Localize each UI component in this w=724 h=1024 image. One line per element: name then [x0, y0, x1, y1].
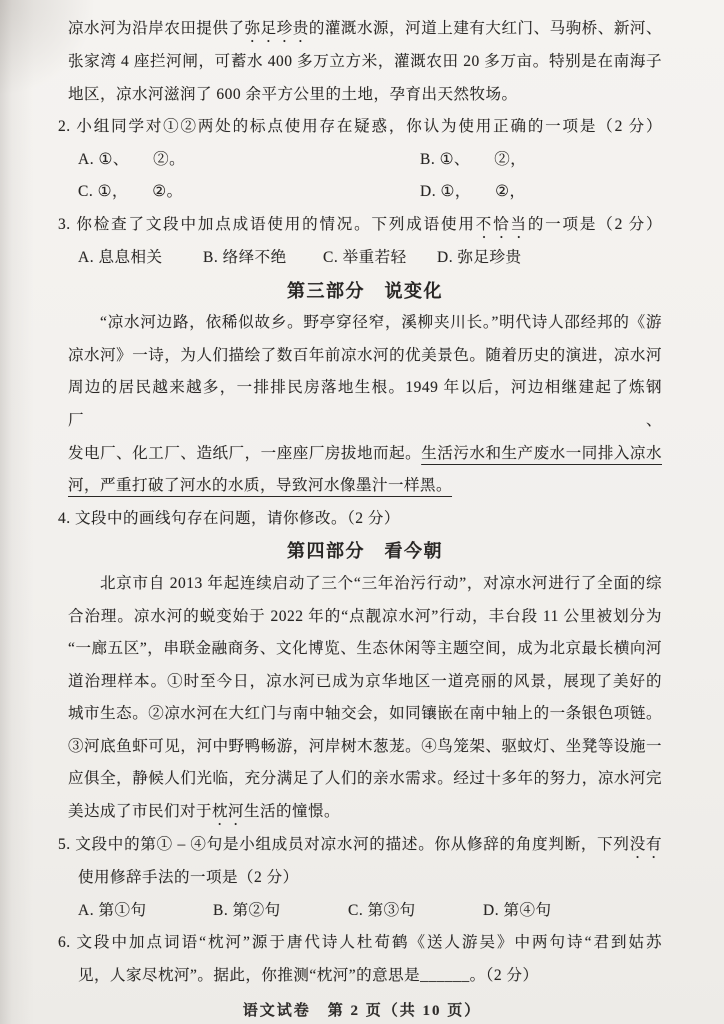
text-line: [68, 340, 662, 373]
text-line: [58, 927, 662, 960]
text-line: [68, 731, 662, 764]
emphasized-text: 弥足珍贵: [244, 20, 309, 37]
text-run: 合治理。凉水河的蜕变始于 2022 年的“点靓凉水河”行动，丰台段 11 公里被划分为: [68, 607, 662, 625]
text-line: [68, 46, 662, 79]
text-run: 6. 文段中加点词语“枕河”源于唐代诗人杜荀鹤《送人游吴》中两句诗“君到姑苏: [58, 934, 662, 952]
text-run: “凉水河边路，依稀似故乡。野亭穿径窄，溪柳夹川长。”明代诗人邵经邦的《游: [100, 314, 662, 332]
emphasized-text: 没有: [629, 836, 662, 854]
text-run: 凉水河为沿岸农田提供了: [68, 20, 245, 37]
text-run: 美达成了市民们对于: [68, 803, 213, 821]
text-run: 第三部分 说变化: [287, 280, 443, 301]
text-run: 北京市自 2013 年起连续启动了三个“三年治污行动”，对凉水河进行了全面的综: [100, 574, 662, 592]
text-line: [68, 633, 662, 666]
text-line: [78, 862, 662, 895]
text-run: 见，人家尽枕河”。据此，你推测“枕河”的意思是______。（2 分）: [78, 966, 539, 984]
text-line: [68, 698, 662, 731]
emphasized-text: 不恰当: [475, 215, 528, 233]
text-line: [68, 470, 662, 503]
option-item: C. 举重若轻: [323, 248, 407, 266]
text-run: 2. 小组同学对①②两处的标点使用存在疑惑，你认为使用正确的一项是（2 分）: [58, 118, 662, 136]
text-line: [68, 438, 662, 471]
emphasized-text: 枕河: [212, 803, 245, 821]
text-run: 凉水河》一诗，为人们描绘了数百年前凉水河的优美景色。随着历史的演进，凉水河: [68, 346, 662, 364]
text-run: 张家湾 4 座拦河闸，可蓄水 400 多万立方米，灌溉农田 20 多万亩。特别是在南海子: [68, 53, 662, 70]
text-line: [68, 796, 662, 829]
option-item: D. ①， ②，: [420, 183, 526, 201]
text-run: 生活的憧憬。: [244, 803, 341, 821]
text-line: [68, 601, 662, 634]
option-item: B. ①、 ②，: [420, 150, 527, 168]
option-item: D. 第④句: [483, 901, 552, 919]
text-line: [68, 79, 662, 112]
underlined-text: 河，严重打破了河水的水质，导致河水像墨汁一样黑。: [68, 477, 453, 495]
text-run: 的灌溉水源，河道上建有大红门、马驹桥、新河、: [308, 20, 662, 37]
section-heading: [68, 535, 662, 568]
page-footer: 语文试卷 第 2 页（共 10 页）: [242, 1003, 482, 1019]
option-item: C. ①， ②。: [78, 183, 183, 201]
text-line: [58, 503, 662, 536]
underlined-text: 生活污水和生产废水一同排入凉水: [421, 444, 662, 462]
text-run: 3. 你检查了文段中加点成语使用的情况。下列成语使用: [58, 215, 476, 233]
text-run: 道治理样本。①时至今日，凉水河已成为京华地区一道亮丽的风景，展现了美好的: [68, 672, 662, 690]
text-run: 周边的居民越来越多，一排排民房落地生根。1949 年以后，河边相继建起了炼钢厂、: [68, 379, 662, 429]
text-run: 发电厂、化工厂、造纸厂，一座座厂房拔地而起。: [68, 444, 422, 462]
text-run: 地区，凉水河滋润了 600 余平方公里的土地，孕育出天然牧场。: [68, 85, 518, 103]
text-line: [78, 895, 662, 928]
text-line: [68, 666, 662, 699]
text-line: [78, 242, 662, 275]
text-line: [58, 111, 662, 144]
text-line: [78, 960, 662, 993]
option-item: C. 第③句: [348, 901, 416, 919]
text-line: [78, 176, 662, 209]
text-run: 5. 文段中的第① – ④句是小组成员对凉水河的描述。你从修辞的角度判断，下列: [58, 836, 630, 854]
text-line: [58, 829, 662, 862]
option-item: A. 第①句: [78, 901, 147, 919]
text-run: 应俱全，静候人们光临，充分满足了人们的亲水需求。经过十多年的努力，凉水河完: [68, 770, 662, 788]
text-run: 使用修辞手法的一项是（2 分）: [78, 869, 299, 887]
text-run: 的一项是（2 分）: [527, 215, 662, 233]
section-heading: [68, 275, 662, 308]
text-line: [68, 13, 662, 46]
text-run: 第四部分 看今朝: [287, 541, 443, 562]
text-line: [68, 763, 662, 796]
text-line: [58, 209, 662, 242]
option-item: B. 第②句: [213, 901, 281, 919]
text-line: [68, 372, 662, 437]
text-run: ③河底鱼虾可见，河中野鸭畅游，河岸树木葱茏。④鸟笼架、驱蚊灯、坐凳等设施一: [68, 737, 662, 755]
option-item: A. 息息相关: [78, 248, 163, 266]
option-item: A. ①、 ②。: [78, 150, 186, 168]
text-run: 4. 文段中的画线句存在问题，请你修改。（2 分）: [58, 509, 400, 527]
document-body: [58, 13, 662, 992]
text-line: [68, 307, 662, 340]
option-item: D. 弥足珍贵: [437, 248, 522, 266]
text-run: “一廊五区”，串联金融商务、文化博览、生态休闲等主题空间，成为北京最长横向河: [68, 640, 662, 658]
text-line: [68, 568, 662, 601]
option-item: B. 络绎不绝: [203, 248, 287, 266]
text-line: [78, 144, 662, 177]
text-run: 城市生态。②凉水河在大红门与南中轴交会，如同镶嵌在南中轴上的一条银色项链。: [68, 705, 662, 723]
